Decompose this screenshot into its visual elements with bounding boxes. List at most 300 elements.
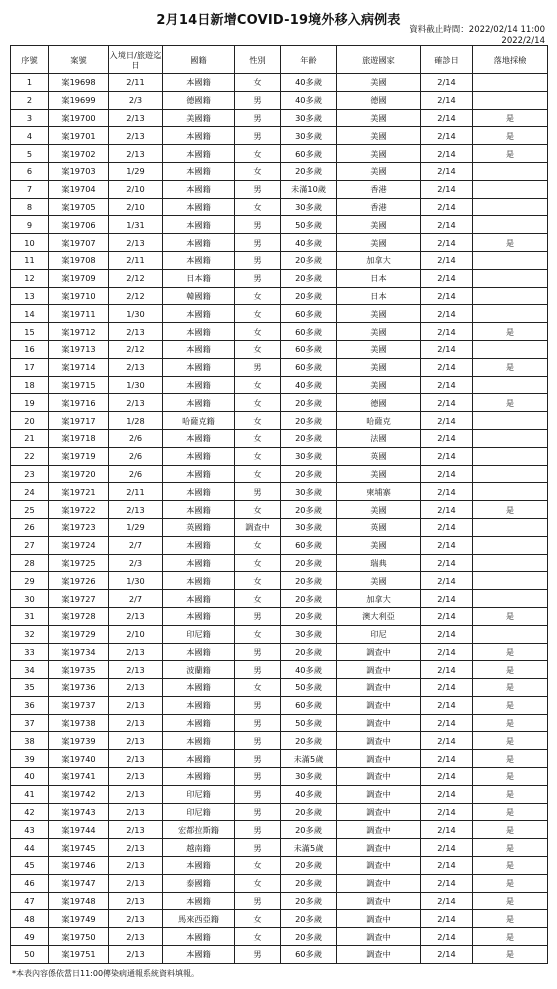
cell-gender: 女 xyxy=(235,376,281,394)
cell-travel-country: 印尼 xyxy=(337,625,421,643)
cell-case-no: 案19748 xyxy=(49,892,109,910)
header-case-no: 案號 xyxy=(49,46,109,74)
cell-confirmed-date: 2/14 xyxy=(421,305,473,323)
cell-case-no: 案19717 xyxy=(49,412,109,430)
cell-gender: 男 xyxy=(235,109,281,127)
cell-case-no: 案19709 xyxy=(49,269,109,287)
cell-nationality: 本國籍 xyxy=(163,501,235,519)
cell-age: 20多歲 xyxy=(281,590,337,608)
cell-serial-no: 43 xyxy=(11,821,49,839)
cell-gender: 女 xyxy=(235,447,281,465)
cell-nationality: 韓國籍 xyxy=(163,287,235,305)
cell-case-no: 案19737 xyxy=(49,696,109,714)
cell-confirmed-date: 2/14 xyxy=(421,696,473,714)
cell-case-no: 案19751 xyxy=(49,946,109,964)
cell-entry-date: 2/3 xyxy=(109,554,163,572)
cell-travel-country: 調查中 xyxy=(337,785,421,803)
cell-entry-date: 2/13 xyxy=(109,501,163,519)
cell-confirmed-date: 2/14 xyxy=(421,661,473,679)
cell-entry-date: 2/13 xyxy=(109,679,163,697)
cell-confirmed-date: 2/14 xyxy=(421,714,473,732)
cell-gender: 女 xyxy=(235,465,281,483)
cell-serial-no: 13 xyxy=(11,287,49,305)
cell-age: 20多歲 xyxy=(281,251,337,269)
cell-case-no: 案19699 xyxy=(49,91,109,109)
cell-travel-country: 香港 xyxy=(337,180,421,198)
cell-serial-no: 2 xyxy=(11,91,49,109)
cell-serial-no: 22 xyxy=(11,447,49,465)
cell-gender: 女 xyxy=(235,429,281,447)
cell-nationality: 本國籍 xyxy=(163,305,235,323)
cell-airport-test: 是 xyxy=(473,145,548,163)
table-row xyxy=(11,714,548,732)
table-row xyxy=(11,287,548,305)
cell-nationality: 印尼籍 xyxy=(163,625,235,643)
cell-nationality: 泰國籍 xyxy=(163,874,235,892)
cell-airport-test xyxy=(473,518,548,536)
cell-entry-date: 2/3 xyxy=(109,91,163,109)
cell-age: 40多歲 xyxy=(281,234,337,252)
cell-serial-no: 10 xyxy=(11,234,49,252)
cell-travel-country: 美國 xyxy=(337,536,421,554)
cell-gender: 男 xyxy=(235,180,281,198)
cell-age: 20多歲 xyxy=(281,607,337,625)
cell-nationality: 波蘭籍 xyxy=(163,661,235,679)
cell-travel-country: 美國 xyxy=(337,465,421,483)
cell-confirmed-date: 2/14 xyxy=(421,501,473,519)
cell-confirmed-date: 2/14 xyxy=(421,679,473,697)
cell-airport-test: 是 xyxy=(473,910,548,928)
cell-case-no: 案19702 xyxy=(49,145,109,163)
cell-airport-test: 是 xyxy=(473,750,548,768)
cell-serial-no: 14 xyxy=(11,305,49,323)
cell-entry-date: 2/13 xyxy=(109,892,163,910)
cell-entry-date: 2/13 xyxy=(109,732,163,750)
cell-case-no: 案19741 xyxy=(49,768,109,786)
cell-entry-date: 2/13 xyxy=(109,643,163,661)
cell-serial-no: 7 xyxy=(11,180,49,198)
cell-gender: 男 xyxy=(235,358,281,376)
cell-airport-test: 是 xyxy=(473,874,548,892)
table-row xyxy=(11,145,548,163)
cell-nationality: 本國籍 xyxy=(163,234,235,252)
cell-age: 60多歲 xyxy=(281,358,337,376)
cell-travel-country: 美國 xyxy=(337,145,421,163)
cell-airport-test: 是 xyxy=(473,109,548,127)
cell-serial-no: 26 xyxy=(11,518,49,536)
cell-nationality: 本國籍 xyxy=(163,376,235,394)
cell-nationality: 本國籍 xyxy=(163,768,235,786)
cell-nationality: 越南籍 xyxy=(163,839,235,857)
table-row xyxy=(11,447,548,465)
cell-entry-date: 2/13 xyxy=(109,928,163,946)
cell-serial-no: 11 xyxy=(11,251,49,269)
cell-age: 20多歲 xyxy=(281,501,337,519)
cell-serial-no: 46 xyxy=(11,874,49,892)
cell-age: 30多歲 xyxy=(281,518,337,536)
cell-nationality: 本國籍 xyxy=(163,572,235,590)
table-row xyxy=(11,162,548,180)
cell-airport-test xyxy=(473,91,548,109)
cell-travel-country: 美國 xyxy=(337,234,421,252)
cell-gender: 男 xyxy=(235,785,281,803)
cell-entry-date: 2/7 xyxy=(109,536,163,554)
table-row xyxy=(11,323,548,341)
cell-case-no: 案19718 xyxy=(49,429,109,447)
cell-airport-test xyxy=(473,412,548,430)
cell-airport-test xyxy=(473,554,548,572)
cell-entry-date: 2/6 xyxy=(109,465,163,483)
cell-airport-test xyxy=(473,305,548,323)
cell-case-no: 案19739 xyxy=(49,732,109,750)
cell-entry-date: 2/13 xyxy=(109,839,163,857)
header-serial-no: 序號 xyxy=(11,46,49,74)
cell-confirmed-date: 2/14 xyxy=(421,839,473,857)
cell-age: 未滿5歲 xyxy=(281,839,337,857)
cell-travel-country: 調查中 xyxy=(337,714,421,732)
cell-serial-no: 31 xyxy=(11,607,49,625)
table-row xyxy=(11,127,548,145)
cell-airport-test xyxy=(473,483,548,501)
cell-serial-no: 28 xyxy=(11,554,49,572)
cell-entry-date: 2/13 xyxy=(109,714,163,732)
cell-nationality: 印尼籍 xyxy=(163,785,235,803)
cell-airport-test xyxy=(473,180,548,198)
cell-gender: 女 xyxy=(235,874,281,892)
cell-gender: 女 xyxy=(235,287,281,305)
cell-nationality: 本國籍 xyxy=(163,465,235,483)
cell-entry-date: 2/10 xyxy=(109,625,163,643)
cell-entry-date: 2/13 xyxy=(109,750,163,768)
cell-serial-no: 21 xyxy=(11,429,49,447)
cell-travel-country: 美國 xyxy=(337,376,421,394)
cell-nationality: 本國籍 xyxy=(163,679,235,697)
cell-case-no: 案19698 xyxy=(49,74,109,92)
cell-case-no: 案19713 xyxy=(49,340,109,358)
cell-travel-country: 美國 xyxy=(337,127,421,145)
cell-nationality: 印尼籍 xyxy=(163,803,235,821)
cell-serial-no: 37 xyxy=(11,714,49,732)
cell-airport-test: 是 xyxy=(473,732,548,750)
cell-confirmed-date: 2/14 xyxy=(421,572,473,590)
cell-confirmed-date: 2/14 xyxy=(421,91,473,109)
table-row xyxy=(11,785,548,803)
cell-nationality: 日本籍 xyxy=(163,269,235,287)
cell-airport-test: 是 xyxy=(473,821,548,839)
cell-travel-country: 調查中 xyxy=(337,910,421,928)
cell-nationality: 哈薩克籍 xyxy=(163,412,235,430)
cell-confirmed-date: 2/14 xyxy=(421,857,473,875)
cell-gender: 男 xyxy=(235,696,281,714)
cell-nationality: 本國籍 xyxy=(163,127,235,145)
cell-case-no: 案19750 xyxy=(49,928,109,946)
cell-travel-country: 調查中 xyxy=(337,839,421,857)
cell-case-no: 案19710 xyxy=(49,287,109,305)
cell-travel-country: 調查中 xyxy=(337,768,421,786)
cell-travel-country: 調查中 xyxy=(337,892,421,910)
cell-airport-test: 是 xyxy=(473,928,548,946)
cell-serial-no: 29 xyxy=(11,572,49,590)
cell-airport-test xyxy=(473,590,548,608)
cell-nationality: 本國籍 xyxy=(163,145,235,163)
cell-nationality: 本國籍 xyxy=(163,323,235,341)
cell-entry-date: 2/7 xyxy=(109,590,163,608)
cell-nationality: 本國籍 xyxy=(163,643,235,661)
cell-entry-date: 2/12 xyxy=(109,287,163,305)
cell-confirmed-date: 2/14 xyxy=(421,892,473,910)
cell-travel-country: 調查中 xyxy=(337,928,421,946)
report-date: 2022/2/14 xyxy=(501,36,545,46)
cell-serial-no: 1 xyxy=(11,74,49,92)
cell-entry-date: 2/13 xyxy=(109,946,163,964)
cell-airport-test: 是 xyxy=(473,946,548,964)
cell-nationality: 本國籍 xyxy=(163,394,235,412)
cell-airport-test xyxy=(473,216,548,234)
cell-case-no: 案19720 xyxy=(49,465,109,483)
cell-nationality: 本國籍 xyxy=(163,750,235,768)
table-row xyxy=(11,554,548,572)
cell-entry-date: 2/6 xyxy=(109,429,163,447)
cell-confirmed-date: 2/14 xyxy=(421,376,473,394)
cell-travel-country: 日本 xyxy=(337,269,421,287)
cell-travel-country: 調查中 xyxy=(337,732,421,750)
cell-case-no: 案19703 xyxy=(49,162,109,180)
cell-confirmed-date: 2/14 xyxy=(421,74,473,92)
cell-serial-no: 34 xyxy=(11,661,49,679)
cell-airport-test xyxy=(473,162,548,180)
cell-nationality: 本國籍 xyxy=(163,429,235,447)
cell-travel-country: 美國 xyxy=(337,162,421,180)
cell-airport-test: 是 xyxy=(473,714,548,732)
cell-nationality: 本國籍 xyxy=(163,340,235,358)
cell-entry-date: 2/13 xyxy=(109,803,163,821)
cell-nationality: 本國籍 xyxy=(163,216,235,234)
cell-travel-country: 英國 xyxy=(337,518,421,536)
cell-travel-country: 澳大利亞 xyxy=(337,607,421,625)
cell-airport-test: 是 xyxy=(473,696,548,714)
cell-gender: 女 xyxy=(235,501,281,519)
cell-gender: 女 xyxy=(235,910,281,928)
cell-confirmed-date: 2/14 xyxy=(421,821,473,839)
cell-airport-test xyxy=(473,287,548,305)
cell-nationality: 本國籍 xyxy=(163,696,235,714)
cell-case-no: 案19719 xyxy=(49,447,109,465)
cell-confirmed-date: 2/14 xyxy=(421,483,473,501)
cell-age: 30多歲 xyxy=(281,198,337,216)
footnote: *本表內容係依當日11:00傳染病通報系統資料填報。 xyxy=(12,969,200,978)
header-nationality: 國籍 xyxy=(163,46,235,74)
cell-serial-no: 19 xyxy=(11,394,49,412)
cell-travel-country: 調查中 xyxy=(337,821,421,839)
cell-age: 60多歲 xyxy=(281,323,337,341)
cell-entry-date: 2/12 xyxy=(109,340,163,358)
table-row xyxy=(11,590,548,608)
cell-age: 20多歲 xyxy=(281,857,337,875)
cell-travel-country: 美國 xyxy=(337,501,421,519)
cell-age: 40多歲 xyxy=(281,661,337,679)
table-row xyxy=(11,74,548,92)
cell-gender: 女 xyxy=(235,554,281,572)
cell-nationality: 本國籍 xyxy=(163,714,235,732)
cell-serial-no: 47 xyxy=(11,892,49,910)
cell-airport-test: 是 xyxy=(473,857,548,875)
cell-travel-country: 美國 xyxy=(337,323,421,341)
table-row xyxy=(11,536,548,554)
header-airport-test: 落地採檢 xyxy=(473,46,548,74)
cell-airport-test: 是 xyxy=(473,323,548,341)
cell-entry-date: 2/10 xyxy=(109,180,163,198)
cell-age: 20多歲 xyxy=(281,465,337,483)
table-row xyxy=(11,340,548,358)
cell-confirmed-date: 2/14 xyxy=(421,287,473,305)
cell-travel-country: 美國 xyxy=(337,572,421,590)
cell-entry-date: 2/13 xyxy=(109,910,163,928)
document-meta xyxy=(305,25,545,47)
cell-case-no: 案19704 xyxy=(49,180,109,198)
cell-confirmed-date: 2/14 xyxy=(421,412,473,430)
cell-airport-test: 是 xyxy=(473,127,548,145)
cell-confirmed-date: 2/14 xyxy=(421,732,473,750)
document-title: 2月14日新增COVID-19境外移入病例表 xyxy=(156,13,401,28)
cell-gender: 女 xyxy=(235,162,281,180)
table-row xyxy=(11,216,548,234)
cell-gender: 男 xyxy=(235,607,281,625)
cell-entry-date: 2/11 xyxy=(109,483,163,501)
cell-gender: 女 xyxy=(235,198,281,216)
cell-gender: 女 xyxy=(235,928,281,946)
cell-airport-test: 是 xyxy=(473,679,548,697)
cell-confirmed-date: 2/14 xyxy=(421,874,473,892)
cell-airport-test: 是 xyxy=(473,234,548,252)
cell-age: 20多歲 xyxy=(281,892,337,910)
cell-serial-no: 17 xyxy=(11,358,49,376)
case-table-header xyxy=(11,46,548,74)
cell-entry-date: 1/29 xyxy=(109,162,163,180)
cell-airport-test: 是 xyxy=(473,643,548,661)
cell-gender: 男 xyxy=(235,839,281,857)
cell-confirmed-date: 2/14 xyxy=(421,750,473,768)
table-row xyxy=(11,910,548,928)
cell-airport-test xyxy=(473,251,548,269)
cell-gender: 女 xyxy=(235,394,281,412)
cell-serial-no: 41 xyxy=(11,785,49,803)
cell-age: 40多歲 xyxy=(281,74,337,92)
cell-travel-country: 加拿大 xyxy=(337,590,421,608)
table-row xyxy=(11,750,548,768)
cell-age: 20多歲 xyxy=(281,269,337,287)
table-row xyxy=(11,803,548,821)
cell-case-no: 案19736 xyxy=(49,679,109,697)
cell-serial-no: 15 xyxy=(11,323,49,341)
cell-entry-date: 2/6 xyxy=(109,447,163,465)
table-row xyxy=(11,857,548,875)
cell-airport-test: 是 xyxy=(473,892,548,910)
cell-entry-date: 1/30 xyxy=(109,572,163,590)
cell-case-no: 案19706 xyxy=(49,216,109,234)
table-row xyxy=(11,269,548,287)
cell-nationality: 本國籍 xyxy=(163,74,235,92)
table-row xyxy=(11,376,548,394)
cell-case-no: 案19708 xyxy=(49,251,109,269)
cell-serial-no: 33 xyxy=(11,643,49,661)
cell-gender: 男 xyxy=(235,483,281,501)
cell-airport-test: 是 xyxy=(473,785,548,803)
case-table-body xyxy=(11,74,548,964)
cell-entry-date: 2/13 xyxy=(109,785,163,803)
cell-gender: 男 xyxy=(235,892,281,910)
cell-serial-no: 49 xyxy=(11,928,49,946)
cell-entry-date: 1/30 xyxy=(109,376,163,394)
cell-entry-date: 2/13 xyxy=(109,874,163,892)
cell-gender: 女 xyxy=(235,857,281,875)
cell-confirmed-date: 2/14 xyxy=(421,429,473,447)
cell-case-no: 案19711 xyxy=(49,305,109,323)
cell-serial-no: 35 xyxy=(11,679,49,697)
cell-gender: 男 xyxy=(235,714,281,732)
cell-age: 未滿10歲 xyxy=(281,180,337,198)
cell-travel-country: 美國 xyxy=(337,305,421,323)
cell-airport-test xyxy=(473,74,548,92)
cell-gender: 女 xyxy=(235,536,281,554)
cell-age: 20多歲 xyxy=(281,732,337,750)
table-row xyxy=(11,234,548,252)
table-row xyxy=(11,483,548,501)
cell-age: 20多歲 xyxy=(281,821,337,839)
cell-travel-country: 日本 xyxy=(337,287,421,305)
cell-age: 20多歲 xyxy=(281,572,337,590)
case-table xyxy=(10,45,548,964)
cell-travel-country: 美國 xyxy=(337,74,421,92)
cell-gender: 男 xyxy=(235,732,281,750)
cell-serial-no: 8 xyxy=(11,198,49,216)
cell-age: 20多歲 xyxy=(281,394,337,412)
cell-nationality: 本國籍 xyxy=(163,251,235,269)
cell-travel-country: 哈薩克 xyxy=(337,412,421,430)
cell-age: 30多歲 xyxy=(281,127,337,145)
cell-airport-test: 是 xyxy=(473,661,548,679)
table-row xyxy=(11,839,548,857)
cell-nationality: 本國籍 xyxy=(163,536,235,554)
cell-entry-date: 2/12 xyxy=(109,269,163,287)
cell-gender: 男 xyxy=(235,216,281,234)
cell-case-no: 案19745 xyxy=(49,839,109,857)
cell-age: 30多歲 xyxy=(281,483,337,501)
table-row xyxy=(11,358,548,376)
cell-serial-no: 38 xyxy=(11,732,49,750)
cell-serial-no: 24 xyxy=(11,483,49,501)
cell-entry-date: 2/13 xyxy=(109,127,163,145)
cell-confirmed-date: 2/14 xyxy=(421,910,473,928)
cell-serial-no: 39 xyxy=(11,750,49,768)
cell-age: 50多歲 xyxy=(281,216,337,234)
cell-gender: 女 xyxy=(235,340,281,358)
cell-confirmed-date: 2/14 xyxy=(421,768,473,786)
cell-gender: 男 xyxy=(235,821,281,839)
cell-nationality: 本國籍 xyxy=(163,857,235,875)
cell-gender: 男 xyxy=(235,661,281,679)
cell-entry-date: 2/13 xyxy=(109,323,163,341)
cell-confirmed-date: 2/14 xyxy=(421,607,473,625)
table-row xyxy=(11,251,548,269)
cell-confirmed-date: 2/14 xyxy=(421,269,473,287)
cell-gender: 男 xyxy=(235,234,281,252)
table-row xyxy=(11,501,548,519)
cell-nationality: 馬來西亞籍 xyxy=(163,910,235,928)
cell-travel-country: 德國 xyxy=(337,91,421,109)
cell-confirmed-date: 2/14 xyxy=(421,340,473,358)
cell-airport-test: 是 xyxy=(473,768,548,786)
table-row xyxy=(11,394,548,412)
